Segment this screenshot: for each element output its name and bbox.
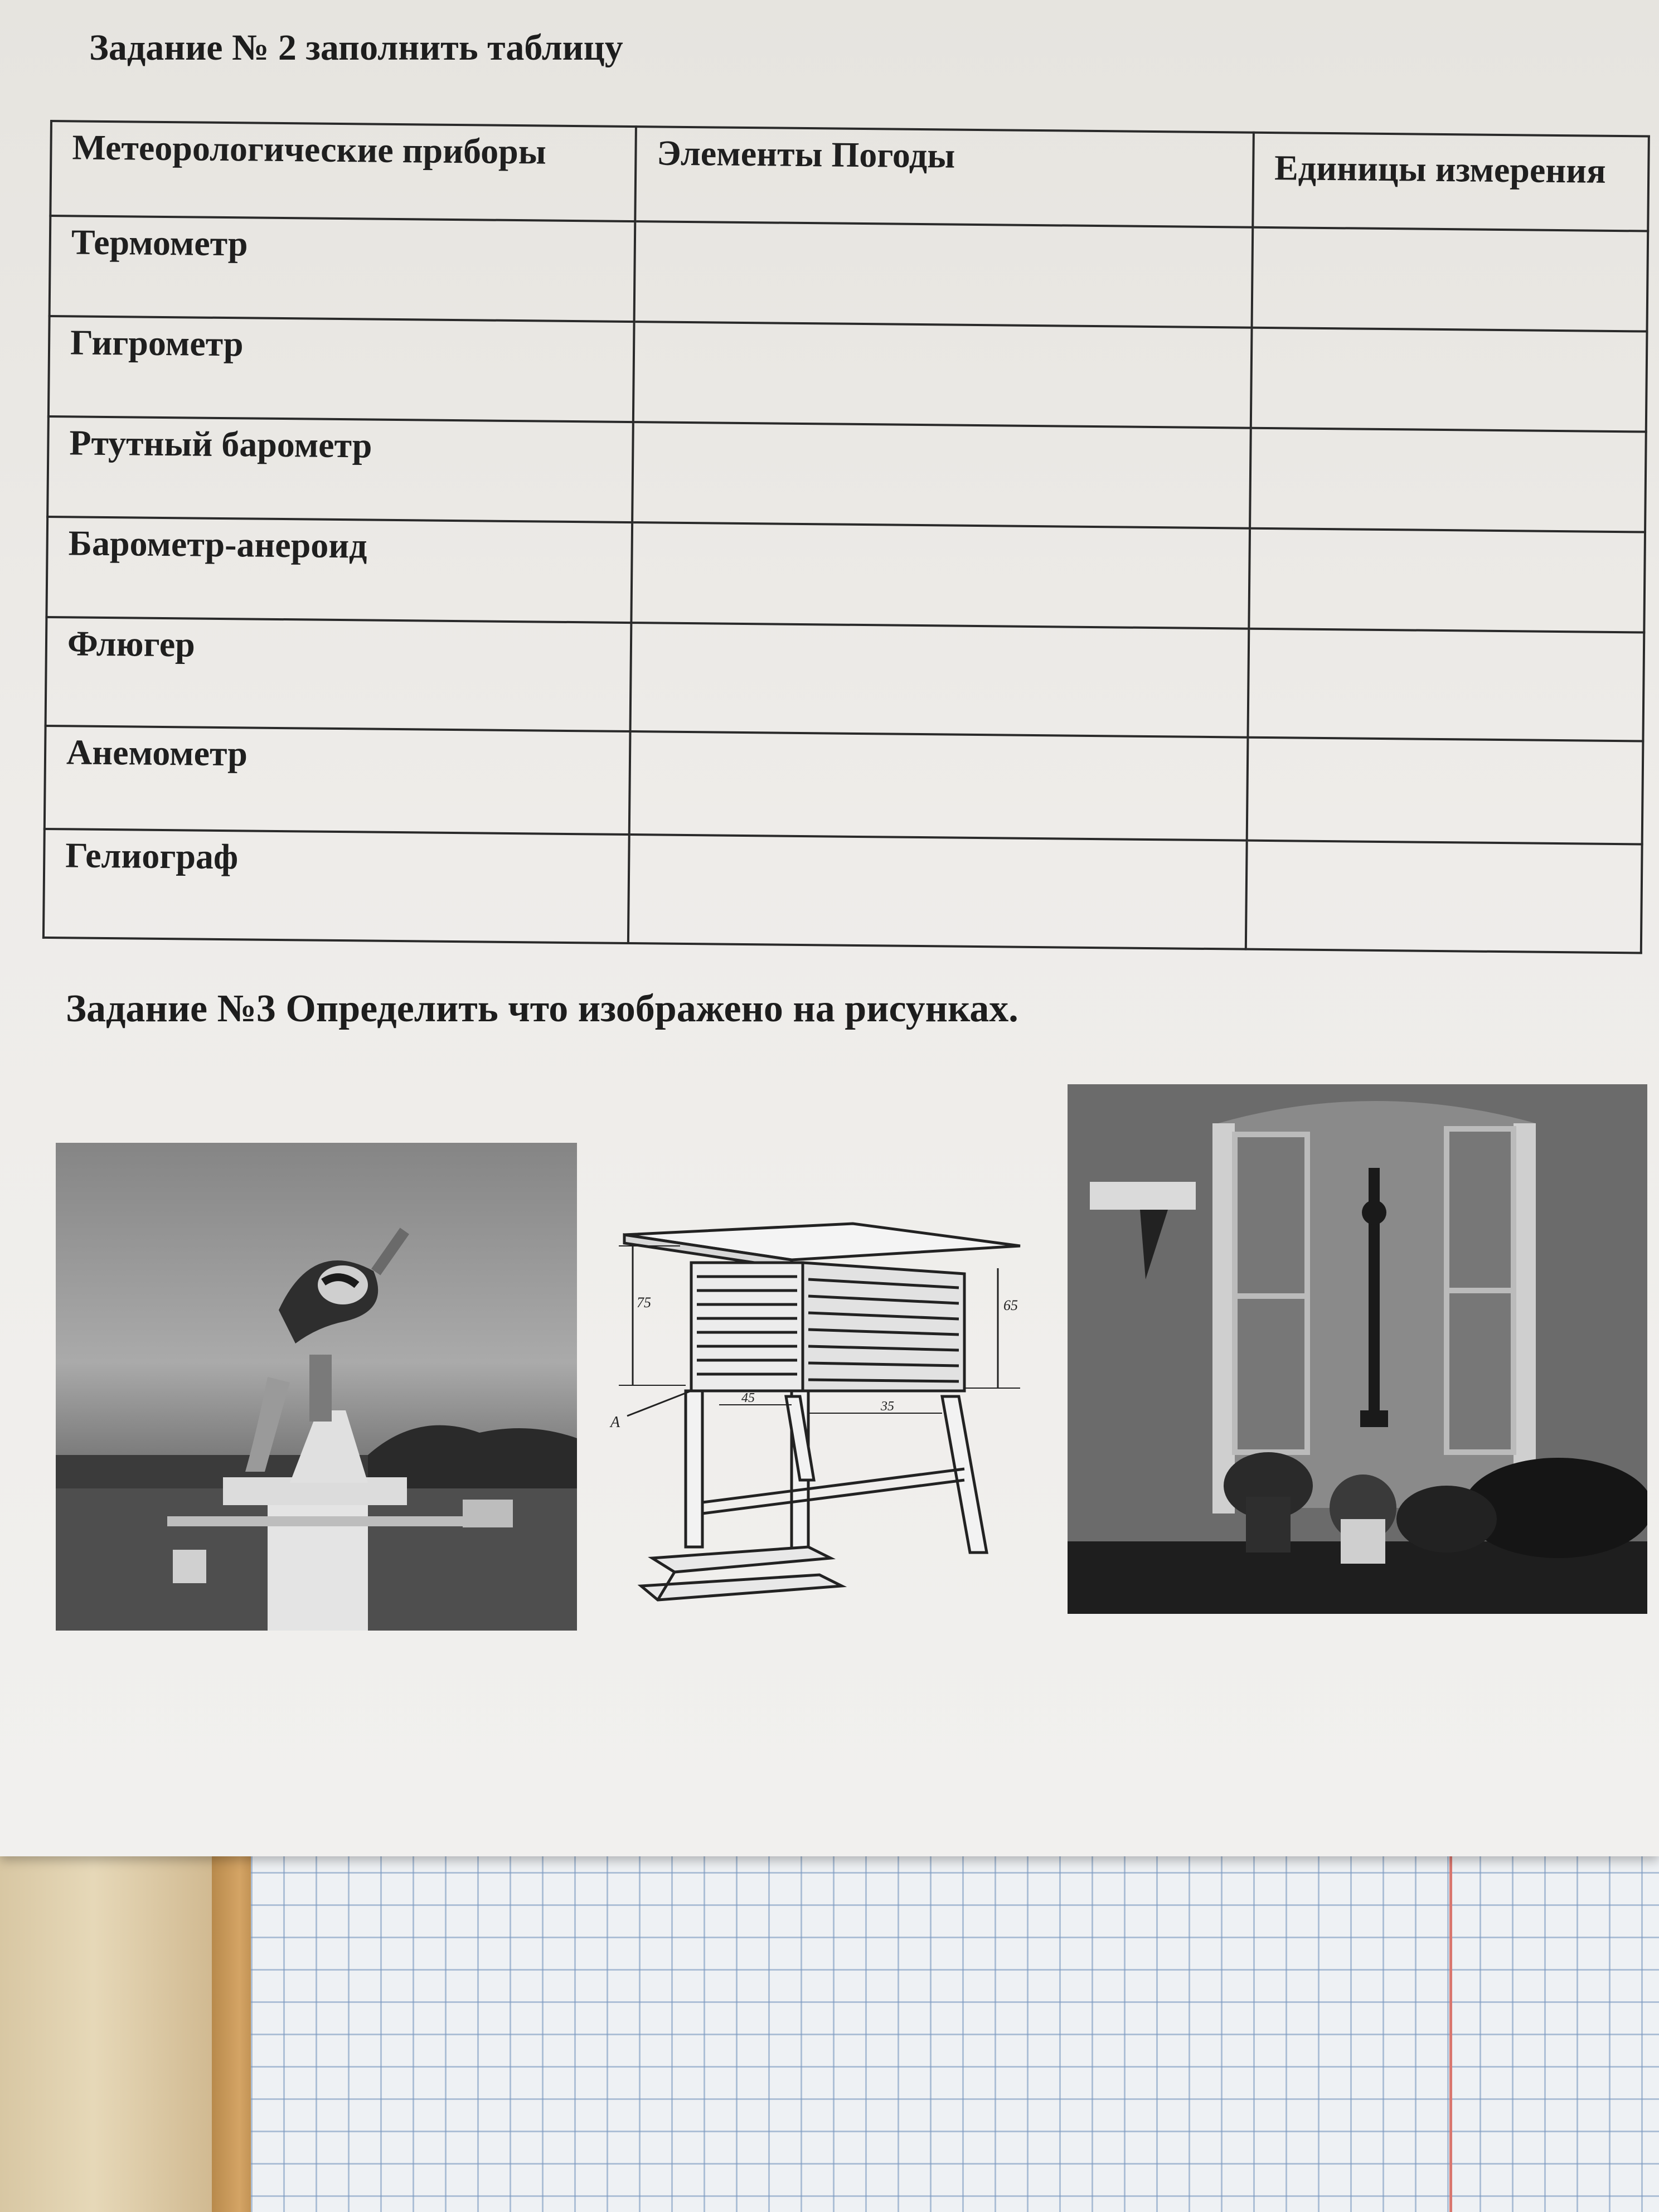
instrument-name: Ртутный барометр [47,416,633,522]
weather-element-cell[interactable] [633,322,1252,428]
figure-weather-vane-photo [56,1143,577,1631]
task3-title: Задание №3 Определить что изображено на рисунках. [66,987,1018,1030]
unit-cell[interactable] [1246,841,1642,953]
instrument-name: Термометр [50,216,636,322]
header-instruments: Метеорологические приборы [50,121,636,221]
instrument-name: Анемометр [45,726,630,835]
graph-paper-notebook [251,1840,1659,2212]
dimension-label-35: 35 [881,1399,894,1414]
instrument-name: Гелиограф [43,829,629,943]
unit-cell[interactable] [1250,428,1646,532]
weather-element-cell[interactable] [631,522,1250,629]
table-row [50,216,1648,332]
table-header-row [50,121,1648,231]
instrument-name: Гигрометр [48,316,634,422]
weather-element-cell[interactable] [630,623,1249,738]
table-row [46,617,1645,741]
task2-title: Задание № 2 заполнить таблицу [89,27,623,68]
weather-element-cell[interactable] [629,731,1248,841]
instrument-name: Флюгер [46,617,632,731]
unit-cell[interactable] [1249,528,1645,633]
wooden-table-surface [0,1856,234,2212]
header-units: Единицы измерения [1253,133,1649,231]
table-row [46,517,1645,633]
unit-cell[interactable] [1251,227,1648,332]
notebook-margin-line [1449,1840,1452,2212]
point-label-a: А [610,1414,620,1431]
weather-element-cell[interactable] [632,422,1251,528]
instrument-name: Барометр-анероид [46,517,632,623]
table-row [48,316,1647,432]
weather-element-cell[interactable] [634,221,1253,328]
figure-weather-screen-drawing [608,1212,1037,1614]
figure-barometer-window-photo [1068,1084,1647,1614]
unit-cell[interactable] [1248,629,1644,741]
dimension-label-65: 65 [1003,1297,1018,1313]
table-row [47,416,1646,532]
unit-cell[interactable] [1247,738,1643,845]
header-weather-elements: Элементы Погоды [635,127,1254,227]
unit-cell[interactable] [1251,328,1647,432]
dimension-label-75: 75 [637,1294,651,1311]
weather-element-cell[interactable] [628,835,1247,949]
table-row [43,829,1642,953]
instruments-table [42,120,1650,954]
dimension-label-45: 45 [741,1391,755,1405]
table-row [45,726,1643,845]
